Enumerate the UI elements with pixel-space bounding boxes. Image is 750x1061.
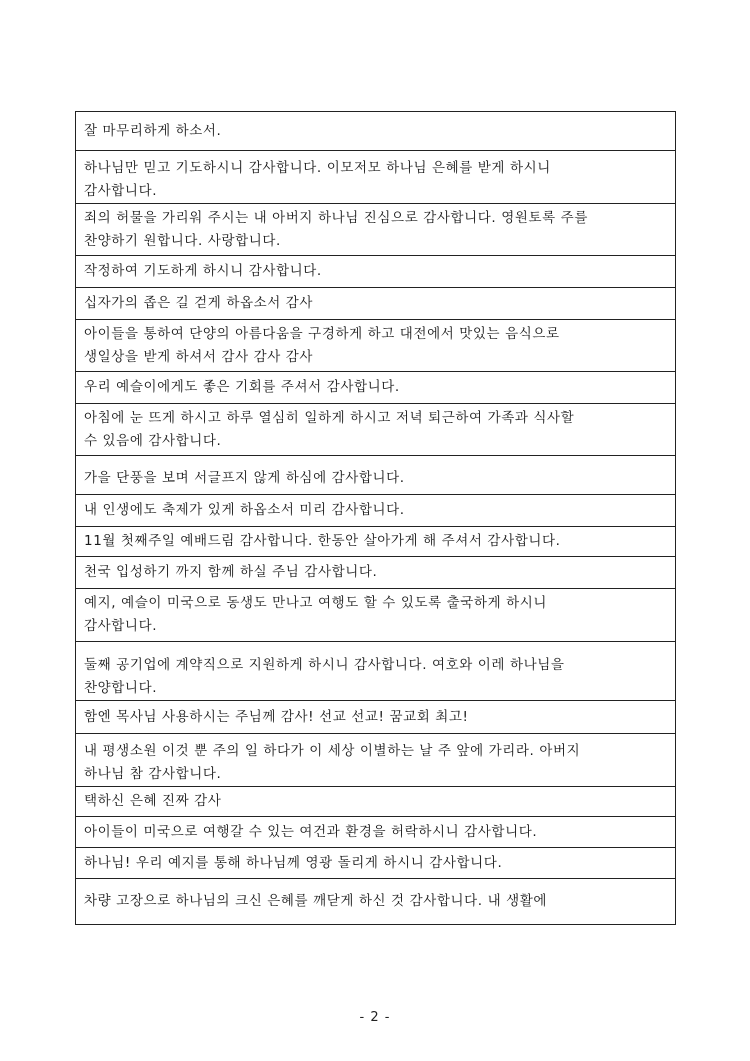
prayer-line: 천국 입성하기 까지 함께 하실 주님 감사합니다. — [84, 564, 378, 580]
table-row — [76, 404, 676, 456]
table-row — [76, 320, 676, 372]
prayer-line: 내 평생소원 이것 뿐 주의 일 하다가 이 세상 이별하는 날 주 앞에 가리라. 아버지 — [84, 743, 581, 759]
prayer-cell — [76, 589, 676, 642]
table-row — [76, 787, 676, 817]
prayer-table-body — [76, 112, 676, 925]
prayer-line: 감사합니다. — [84, 618, 158, 634]
prayer-line: 생일상을 받게 하셔서 감사 감사 감사 — [84, 348, 314, 365]
prayer-cell — [76, 817, 676, 848]
prayer-cell — [76, 701, 676, 734]
prayer-cell — [76, 112, 676, 151]
prayer-cell — [76, 557, 676, 589]
prayer-line: 십자가의 좁은 길 걷게 하옵소서 감사 — [84, 295, 314, 311]
prayer-line: 차량 고장으로 하나님의 크신 은혜를 깨닫게 하신 것 감사합니다. 내 생활에 — [84, 893, 548, 909]
prayer-cell — [76, 787, 676, 817]
table-row — [76, 879, 676, 925]
prayer-line: 찬양하기 원합니다. 사랑합니다. — [84, 232, 281, 249]
prayer-cell — [76, 204, 676, 256]
table-row — [76, 527, 676, 557]
prayer-cell — [76, 404, 676, 456]
prayer-line: 예지, 예슬이 미국으로 동생도 만나고 여행도 할 수 있도록 출국하게 하시니 — [84, 595, 548, 611]
table-row — [76, 589, 676, 642]
prayer-line: 작정하여 기도하게 하시니 감사합니다. — [84, 263, 322, 279]
table-row — [76, 151, 676, 204]
prayer-cell — [76, 879, 676, 925]
prayer-line: 택하신 은혜 진짜 감사 — [84, 793, 222, 809]
table-row — [76, 456, 676, 495]
prayer-line: 아침에 눈 뜨게 하시고 하루 열심히 일하게 하시고 저녁 퇴근하여 가족과 식사할 — [84, 409, 575, 426]
prayer-cell — [76, 320, 676, 372]
page-number: - 2 - — [359, 1010, 391, 1025]
table-row — [76, 848, 676, 879]
prayer-line: 둘째 공기업에 계약직으로 지원하게 하시니 감사합니다. 여호와 이레 하나님을 — [84, 657, 565, 673]
table-row — [76, 557, 676, 589]
prayer-line: 아이들을 통하여 단양의 아름다움을 구경하게 하고 대전에서 맛있는 음식으로 — [84, 325, 560, 342]
prayer-cell — [76, 256, 676, 288]
prayer-line: 감사합니다. — [84, 183, 158, 199]
table-row — [76, 817, 676, 848]
prayer-line: 함엔 목사님 사용하시는 주님께 감사! 선교 선교! 꿈교회 최고! — [84, 708, 469, 725]
table-row — [76, 642, 676, 701]
prayer-line: 하나님! 우리 예지를 통해 하나님께 영광 돌리게 하시니 감사합니다. — [84, 854, 503, 871]
prayer-cell — [76, 151, 676, 204]
prayer-table — [75, 111, 676, 925]
table-row — [76, 734, 676, 787]
table-row — [76, 495, 676, 527]
table-row — [76, 112, 676, 151]
prayer-line: 하나님 참 감사합니다. — [84, 766, 222, 782]
table-row — [76, 701, 676, 734]
prayer-line: 죄의 허물을 가리워 주시는 내 아버지 하나님 진심으로 감사합니다. 영원토록 주를 — [84, 209, 588, 226]
prayer-line: 아이들이 미국으로 여행갈 수 있는 여건과 환경을 허락하시니 감사합니다. — [84, 823, 538, 840]
prayer-line: 찬양합니다. — [84, 680, 158, 696]
prayer-line: 우리 예슬이에게도 좋은 기회를 주셔서 감사합니다. — [84, 379, 400, 395]
prayer-line: 수 있음에 감사합니다. — [84, 432, 222, 449]
prayer-cell — [76, 288, 676, 320]
prayer-cell — [76, 527, 676, 557]
prayer-line: 내 인생에도 축제가 있게 하옵소서 미리 감사합니다. — [84, 502, 405, 518]
prayer-cell — [76, 456, 676, 495]
prayer-cell — [76, 734, 676, 787]
prayer-line: 11월 첫째주일 예배드림 감사합니다. 한동안 살아가게 해 주셔서 감사합니다. — [84, 533, 561, 549]
table-row — [76, 372, 676, 404]
table-row — [76, 288, 676, 320]
prayer-line: 잘 마무리하게 하소서. — [84, 122, 222, 139]
prayer-cell — [76, 495, 676, 527]
prayer-line: 가을 단풍을 보며 서글프지 않게 하심에 감사합니다. — [84, 469, 405, 486]
table-row — [76, 256, 676, 288]
prayer-line: 하나님만 믿고 기도하시니 감사합니다. 이모저모 하나님 은혜를 받게 하시니 — [84, 160, 551, 176]
prayer-cell — [76, 372, 676, 404]
prayer-cell — [76, 642, 676, 701]
table-row — [76, 204, 676, 256]
prayer-cell — [76, 848, 676, 879]
